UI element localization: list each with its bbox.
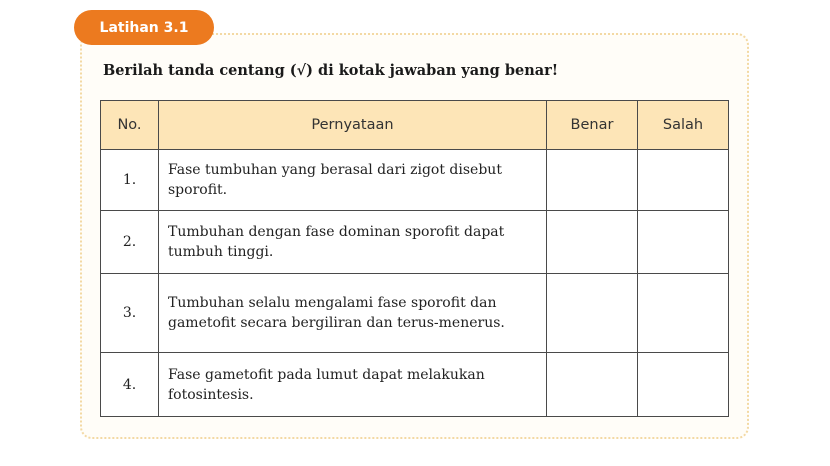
table-row bbox=[101, 150, 729, 211]
benar-answer-box[interactable] bbox=[547, 353, 638, 417]
header-salah: Salah bbox=[638, 101, 729, 150]
header-statement: Pernyataan bbox=[159, 101, 547, 150]
salah-answer-box[interactable] bbox=[638, 211, 729, 274]
salah-answer-box[interactable] bbox=[638, 150, 729, 211]
table-row bbox=[101, 211, 729, 274]
row-number: 1. bbox=[101, 150, 159, 211]
salah-answer-box[interactable] bbox=[638, 274, 729, 353]
exercise-badge: Latihan 3.1 bbox=[74, 10, 214, 45]
header-benar: Benar bbox=[547, 101, 638, 150]
header-no: No. bbox=[101, 101, 159, 150]
row-number: 4. bbox=[101, 353, 159, 417]
row-number: 2. bbox=[101, 211, 159, 274]
statement-text: Fase tumbuhan yang berasal dari zigot disebut sporofit. bbox=[159, 150, 547, 211]
statement-table bbox=[100, 100, 729, 417]
benar-answer-box[interactable] bbox=[547, 211, 638, 274]
table-header-row bbox=[101, 101, 729, 150]
instruction-text: Berilah tanda centang (√) di kotak jawaban yang benar! bbox=[103, 62, 559, 79]
benar-answer-box[interactable] bbox=[547, 274, 638, 353]
statement-text: Tumbuhan dengan fase dominan sporofit dapat tumbuh tinggi. bbox=[159, 211, 547, 274]
table-row bbox=[101, 274, 729, 353]
benar-answer-box[interactable] bbox=[547, 150, 638, 211]
statement-text: Tumbuhan selalu mengalami fase sporofit dan gametofit secara bergiliran dan terus-menerus. bbox=[159, 274, 547, 353]
salah-answer-box[interactable] bbox=[638, 353, 729, 417]
statement-text: Fase gametofit pada lumut dapat melakukan fotosintesis. bbox=[159, 353, 547, 417]
row-number: 3. bbox=[101, 274, 159, 353]
table-row bbox=[101, 353, 729, 417]
